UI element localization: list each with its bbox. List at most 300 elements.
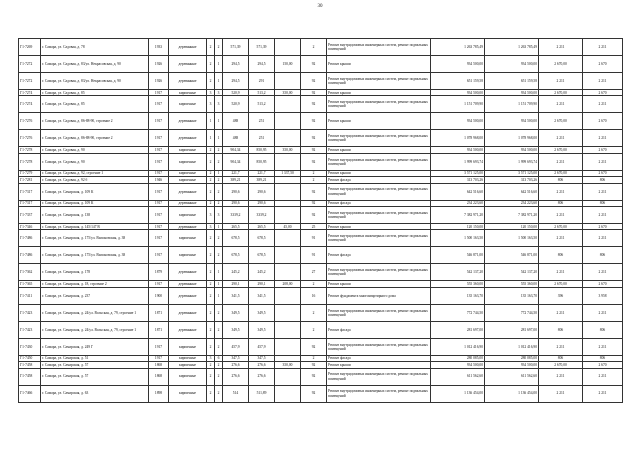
cell-area-work: 45,00 [275,223,301,229]
cell-area-work [275,206,301,223]
cell-year: 1946 [149,177,169,183]
cell-work-type: Ремонт фундамента многоквартирного дома [327,287,431,304]
cell-unit-limit: 2 211 [583,264,623,281]
cell-cost-total: 135 163,70 [431,287,485,304]
cell-year: 1917 [149,96,169,113]
cell-unit-limit: 2 670 [583,90,623,96]
cell-cost-total: 934 500,00 [431,90,485,96]
cell-id: Г1-7458 [19,368,41,385]
cell-unit-cost: 2 211 [539,368,583,385]
cell-material: кирпичные [169,96,207,113]
cell-floors: 2 [207,200,215,206]
cell-id: Г1-7423 [19,304,41,321]
cell-area-total: 290,6 [223,200,249,206]
cell-address: г. Самара, ул. Садовая, д. 83/ул. Некрасовская, д. 90 [41,56,149,73]
cell-material: деревянные [169,287,207,304]
cell-work-type: Ремонт внутридомовых инженерных систем, ремонт подвальных помещений [327,230,431,247]
cell-area-total: 488 [223,113,249,130]
cell-address: г. Самара, ул. Садовая, д. 92, строение 1 [41,170,149,176]
cell-unit-limit: 2 670 [583,362,623,368]
cell-entrances: 1 [215,281,223,287]
cell-work-type: Ремонт внутридомовых инженерных систем, ремонт подвальных помещений [327,73,431,90]
cell-area-work [275,321,301,338]
cell-id: Г1-7278 [19,153,41,170]
cell-id: Г1-7269 [19,39,41,56]
cell-year: 1926 [149,73,169,90]
cell-unit-cost: 2 670,00 [539,113,583,130]
cell-cost-fund: 1 136 454,00 [485,385,539,402]
cell-cost-total: 934 500,00 [431,113,485,130]
cell-residents: 27 [301,264,327,281]
cell-residents: 92 [301,338,327,355]
cell-address: г. Самара, ул. Садовая, д. 90 [41,153,149,170]
cell-address: г. Самара, ул. Самарская, д. 51 [41,355,149,361]
cell-cost-fund: 234 223,60 [485,200,539,206]
cell-id: Г1-7466 [19,385,41,402]
cell-address: г. Самара, ул. Самарская, д. 175/ул. Вилоновская, д. 38 [41,230,149,247]
cell-entrances: 2 [215,153,223,170]
cell-entrances: 1 [215,264,223,281]
cell-area-total: 904,34 [223,153,249,170]
cell-area-total: 265,5 [223,223,249,229]
cell-residents: 92 [301,56,327,73]
cell-area-work [275,96,301,113]
cell-work-type: Ремонт внутридомовых инженерных систем, ремонт подвальных помещений [327,338,431,355]
cell-residents: 92 [301,96,327,113]
cell-residents: 92 [301,153,327,170]
cell-entrances: 2 [215,385,223,402]
cell-area-work: 208,00 [275,281,301,287]
cell-unit-limit: 2 211 [583,183,623,200]
cell-material: деревянные [169,304,207,321]
cell-cost-fund: 651 159,58 [485,73,539,90]
table-row [19,385,623,402]
cell-floors: 2 [207,264,215,281]
cell-cost-fund: 280 085,00 [485,355,539,361]
table-row [19,183,623,200]
cell-id: Г1-7276 [19,113,41,130]
cell-cost-total: 281 697,00 [431,321,485,338]
cell-area-total: 245,2 [223,264,249,281]
cell-address: г. Самара, ул. Садовая, д. 92 б [41,177,149,183]
cell-area-total: 571,39 [223,39,249,56]
table-row [19,206,623,223]
cell-unit-cost: 2 670,00 [539,362,583,368]
cell-cost-fund: 1 999 693,74 [485,153,539,170]
cell-residents: 92 [301,200,327,206]
cell-year: 1871 [149,304,169,321]
cell-entrances: 2 [215,247,223,264]
cell-cost-fund: 542 137,20 [485,264,539,281]
cell-material: деревянные [169,281,207,287]
cell-year: 1871 [149,321,169,338]
cell-floors: 3 [207,206,215,223]
table-row [19,130,623,147]
cell-entrances: 2 [215,368,223,385]
cell-cost-fund: 934 500,00 [485,56,539,73]
cell-unit-cost: 806 [539,177,583,183]
cell-floors: 2 [207,177,215,183]
cell-work-type: Ремонт внутридомовых инженерных систем, ремонт подвальных помещений [327,304,431,321]
cell-address: г. Самара, ул. Самарская, д. 24/ул. Вольская, д. 79, строение 1 [41,304,149,321]
cell-area-living: 276,6 [249,368,275,385]
cell-work-type: Ремонт крыши [327,170,431,176]
cell-entrances: 1 [215,113,223,130]
cell-id: Г1-7486 [19,230,41,247]
buildings-table [18,38,623,403]
cell-work-type: Ремонт внутридомовых инженерных систем, ремонт подвальных помещений [327,206,431,223]
cell-entrances: 1 [215,170,223,176]
cell-unit-limit: 2 211 [583,338,623,355]
cell-floors: 2 [207,385,215,402]
cell-id: Г1-7278 [19,147,41,153]
cell-area-living: 294,5 [249,56,275,73]
cell-area-total: 349,5 [223,321,249,338]
cell-id: Г1-7281 [19,177,41,183]
cell-material: кирпичные [169,153,207,170]
cell-unit-limit: 2 211 [583,385,623,402]
cell-unit-limit: 2 211 [583,39,623,56]
cell-residents: 91 [301,247,327,264]
cell-address: г. Самара, ул. Самарская, д. 249 Г [41,338,149,355]
cell-address: г. Самара, ул. Самарская, д. 178 [41,264,149,281]
cell-entrances: 1 [215,287,223,304]
cell-floors: 2 [207,170,215,176]
cell-cost-fund: 555 360,00 [485,281,539,287]
table-row [19,321,623,338]
cell-area-living: 850,95 [249,153,275,170]
cell-cost-fund: 772 744,50 [485,304,539,321]
table-row [19,287,623,304]
cell-year: 1917 [149,281,169,287]
cell-unit-cost: 806 [539,200,583,206]
cell-area-total: 514 [223,385,249,402]
cell-unit-cost: 2 670,00 [539,170,583,176]
cell-entrances: 2 [215,183,223,200]
cell-cost-total: 1 151 709,90 [431,96,485,113]
cell-cost-fund: 642 516,60 [485,183,539,200]
cell-floors: 2 [207,147,215,153]
cell-area-work: 350,00 [275,147,301,153]
cell-area-living: 291 [249,73,275,90]
table-row [19,73,623,90]
cell-area-work [275,368,301,385]
cell-work-type: Ремонт внутридомовых инженерных систем, ремонт подвальных помещений [327,264,431,281]
cell-area-living: 349,5 [249,304,275,321]
cell-id: Г1-7486 [19,247,41,264]
cell-address: г. Самара, ул. Самарская, д. 57 [41,368,149,385]
cell-entrances: 2 [215,230,223,247]
cell-cost-total: 611 562,60 [431,368,485,385]
cell-address: г. Самара, ул. Самарская, д. 109 К [41,183,149,200]
cell-area-total: 294,5 [223,73,249,90]
cell-id: Г1-7317 [19,183,41,200]
cell-cost-fund: 934 500,00 [485,147,539,153]
cell-area-total: 904,34 [223,147,249,153]
cell-floors: 2 [207,321,215,338]
cell-area-total: 290,6 [223,183,249,200]
cell-year: 1900 [149,287,169,304]
table-body [19,39,623,403]
cell-cost-fund: 611 562,60 [485,368,539,385]
cell-unit-cost: 2 211 [539,73,583,90]
cell-cost-fund: 546 871,00 [485,247,539,264]
cell-entrances: 1 [215,223,223,229]
cell-floors: 3 [207,223,215,229]
cell-material: кирпичные [169,385,207,402]
cell-unit-cost: 396 [539,287,583,304]
cell-entrances: 2 [215,321,223,338]
cell-area-living: 290,6 [249,200,275,206]
cell-year: 1917 [149,206,169,223]
cell-area-living: 290,1 [249,281,275,287]
cell-residents: 16 [301,287,327,304]
cell-material: кирпичные [169,90,207,96]
cell-entrances: 2 [215,39,223,56]
cell-entrances: 3 [215,90,223,96]
cell-work-type: Ремонт внутридомовых инженерных систем, ремонт подвальных помещений [327,153,431,170]
cell-cost-total: 542 137,20 [431,264,485,281]
cell-area-work [275,183,301,200]
cell-area-living: 3339,2 [249,206,275,223]
cell-cost-total: 313 703,26 [431,177,485,183]
cell-year: 1917 [149,153,169,170]
cell-unit-cost: 2 211 [539,230,583,247]
cell-area-living: 251 [249,113,275,130]
cell-residents: 2 [301,321,327,338]
cell-cost-total: 7 382 971,20 [431,206,485,223]
cell-material: кирпичные [169,230,207,247]
cell-cost-fund: 281 697,00 [485,321,539,338]
cell-material: деревянные [169,223,207,229]
cell-unit-cost: 2 211 [539,264,583,281]
cell-id: Г1-7274 [19,96,41,113]
cell-area-work [275,230,301,247]
cell-unit-limit: 806 [583,200,623,206]
table-row [19,113,623,130]
cell-floors: 2 [207,247,215,264]
cell-id: Г1-7458 [19,362,41,368]
cell-cost-fund: 135 163,70 [485,287,539,304]
cell-residents: 92 [301,206,327,223]
cell-area-living: 571,39 [249,39,275,56]
cell-area-work: 350,00 [275,90,301,96]
cell-area-work [275,130,301,147]
cell-area-total: 520,9 [223,96,249,113]
cell-entrances: 1 [215,56,223,73]
cell-residents: 2 [301,281,327,287]
cell-material: деревянные [169,73,207,90]
cell-area-work [275,247,301,264]
cell-cost-fund: 7 382 971,20 [485,206,539,223]
cell-address: г. Самара, ул. Самарская, д. 145/147 В [41,223,149,229]
cell-floors: 2 [207,304,215,321]
cell-cost-total: 555 360,00 [431,281,485,287]
cell-floors: 2 [207,39,215,56]
cell-material: кирпичные [169,362,207,368]
cell-cost-fund: 120 150,00 [485,223,539,229]
cell-unit-limit: 2 211 [583,130,623,147]
cell-address: г. Самара, ул. Садовая, д. 85 [41,90,149,96]
cell-address: г. Самара, ул. Садовая, д. 86-88-90, строение 2 [41,130,149,147]
table-row [19,264,623,281]
cell-area-total: 389,21 [223,177,249,183]
cell-cost-total: 546 871,00 [431,247,485,264]
cell-year: 1933 [149,39,169,56]
cell-unit-cost: 2 670,00 [539,147,583,153]
cell-cost-fund: 934 500,00 [485,362,539,368]
cell-unit-limit: 2 211 [583,153,623,170]
cell-floors: 3 [207,90,215,96]
cell-unit-limit: 2 670 [583,147,623,153]
cell-entrances: 3 [215,96,223,113]
cell-cost-total: 1 999 693,74 [431,153,485,170]
cell-work-type: Ремонт крыши [327,362,431,368]
cell-material: кирпичные [169,355,207,361]
cell-material: деревянные [169,200,207,206]
cell-residents: 2 [301,170,327,176]
cell-floors: 2 [207,183,215,200]
cell-work-type: Ремонт крыши [327,90,431,96]
cell-entrances: 2 [215,200,223,206]
cell-area-total: 276,6 [223,362,249,368]
cell-unit-limit: 2 211 [583,304,623,321]
cell-id: Г1-7317 [19,200,41,206]
cell-id: Г1-7423 [19,321,41,338]
cell-residents: 92 [301,362,327,368]
cell-area-work [275,385,301,402]
cell-unit-cost: 2 211 [539,183,583,200]
cell-residents: 92 [301,113,327,130]
cell-residents: 2 [301,355,327,361]
cell-area-living: 457,9 [249,338,275,355]
cell-year: 1868 [149,362,169,368]
cell-cost-total: 120 150,00 [431,223,485,229]
cell-id: Г1-7274 [19,90,41,96]
cell-floors: 2 [207,287,215,304]
cell-id: Г1-7337 [19,206,41,223]
cell-area-total: 3339,2 [223,206,249,223]
table-row [19,247,623,264]
cell-address: г. Самара, ул. Садовая, д. 86-88-90, строение 2 [41,113,149,130]
cell-work-type: Ремонт фасада [327,247,431,264]
cell-address: г. Самара, ул. Самарская, д. 138 [41,206,149,223]
cell-area-living: 513,2 [249,96,275,113]
cell-material: кирпичные [169,338,207,355]
cell-id: Г1-7362 [19,264,41,281]
cell-year: 1917 [149,200,169,206]
cell-residents: 91 [301,230,327,247]
cell-id: Г1-7276 [19,130,41,147]
cell-material: кирпичные [169,177,207,183]
cell-residents: 92 [301,368,327,385]
cell-year: 1917 [149,223,169,229]
cell-cost-total: 772 744,50 [431,304,485,321]
cell-area-total: 290,1 [223,281,249,287]
cell-cost-total: 1 136 454,00 [431,385,485,402]
cell-entrances: 1 [215,130,223,147]
cell-area-work [275,39,301,56]
cell-area-total: 221,7 [223,170,249,176]
cell-cost-fund: 934 500,00 [485,113,539,130]
cell-year: 1926 [149,56,169,73]
cell-unit-limit: 2 670 [583,170,623,176]
cell-material: деревянные [169,321,207,338]
cell-work-type: Ремонт внутридомовых инженерных систем, ремонт подвальных помещений [327,385,431,402]
cell-cost-fund: 1 078 968,00 [485,130,539,147]
cell-area-total: 347,5 [223,355,249,361]
cell-entrances: 1 [215,73,223,90]
cell-unit-cost: 806 [539,247,583,264]
cell-work-type: Ремонт крыши [327,147,431,153]
cell-residents: 2 [301,177,327,183]
cell-address: г. Самара, ул. Самарская, д. 237 [41,287,149,304]
cell-address: г. Самара, ул. Садовая, д. 85 [41,96,149,113]
cell-unit-cost: 2 211 [539,385,583,402]
cell-area-work [275,73,301,90]
cell-area-living: 251 [249,130,275,147]
cell-unit-cost: 2 670,00 [539,223,583,229]
cell-floors: 3 [207,96,215,113]
cell-id: Г1-7272 [19,73,41,90]
cell-address: г. Самара, ул. Самарская, д. 24/ул. Вольская, д. 79, строение 1 [41,321,149,338]
cell-material: деревянные [169,39,207,56]
cell-cost-total: 1 263 785,49 [431,39,485,56]
cell-address: г. Самара, ул. Самарская, д. 63 [41,385,149,402]
cell-material: деревянные [169,113,207,130]
cell-area-work: 1 337,50 [275,170,301,176]
cell-year: 1917 [149,170,169,176]
cell-residents: 92 [301,90,327,96]
cell-work-type: Ремонт крыши [327,223,431,229]
cell-unit-cost: 2 670,00 [539,56,583,73]
cell-year: 1917 [149,130,169,147]
cell-floors: 2 [207,281,215,287]
cell-unit-limit: 2 211 [583,96,623,113]
cell-material: кирпичные [169,170,207,176]
table-row [19,338,623,355]
cell-residents: 92 [301,147,327,153]
cell-year: 1898 [149,385,169,402]
cell-unit-cost: 2 211 [539,153,583,170]
table-row [19,230,623,247]
cell-cost-fund: 1 151 709,90 [485,96,539,113]
cell-work-type: Ремонт фасада [327,200,431,206]
cell-entrances: 2 [215,147,223,153]
cell-cost-total: 234 223,60 [431,200,485,206]
cell-year: 1917 [149,247,169,264]
table-row [19,56,623,73]
table-row [19,153,623,170]
cell-id: Г1-7450 [19,355,41,361]
cell-floors: 3 [207,355,215,361]
cell-area-total: 276,6 [223,368,249,385]
cell-unit-cost: 806 [539,355,583,361]
cell-unit-limit: 2 670 [583,113,623,130]
cell-material: деревянные [169,183,207,200]
cell-year: 1868 [149,368,169,385]
cell-entrances: 2 [215,362,223,368]
cell-area-total: 678,5 [223,247,249,264]
cell-unit-limit: 2 670 [583,281,623,287]
cell-cost-total: 1 078 968,00 [431,130,485,147]
cell-work-type: Ремонт крыши [327,56,431,73]
cell-year: 1917 [149,183,169,200]
cell-cost-total: 280 085,00 [431,355,485,361]
table-row [19,304,623,321]
cell-floors: 2 [207,56,215,73]
cell-area-work [275,264,301,281]
